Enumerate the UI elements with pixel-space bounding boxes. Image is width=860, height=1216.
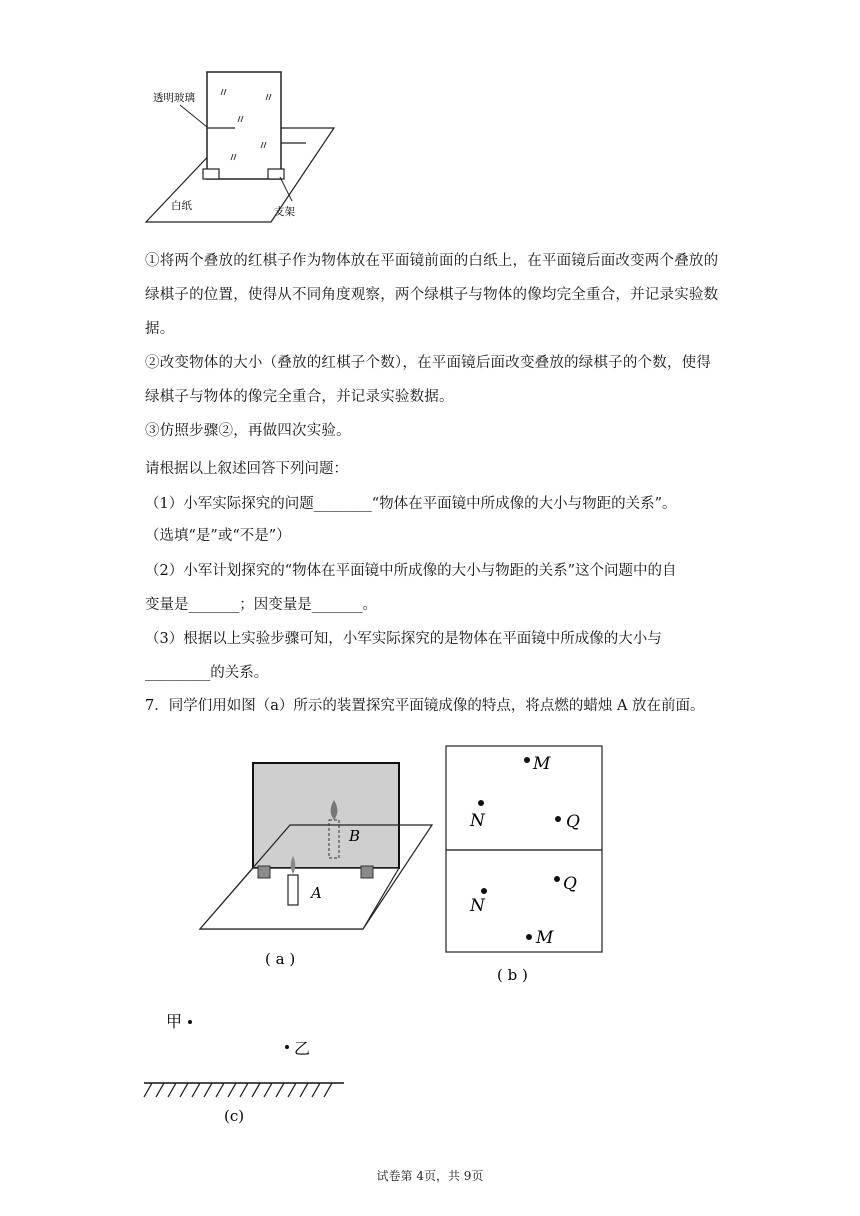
q1-line2: （选填“是”或“不是”） — [145, 528, 291, 544]
top-m: M — [533, 754, 551, 774]
question-7: 7．同学们用如图（a）所示的装置探究平面镜成像的特点，将点燃的蜡烛 A 放在前面。 — [145, 698, 705, 714]
step-3: ③仿照步骤②，再做四次实验。 — [145, 423, 351, 439]
figure-c — [140, 1005, 355, 1130]
label-a-candle: A — [311, 884, 322, 902]
top-q: Q — [566, 812, 580, 832]
caption-a: ( a ) — [265, 950, 296, 968]
label-b-candle: B — [349, 827, 361, 845]
q1-line1: （1）小军实际探究的问题________“物体在平面镜中所成像的大小与物距的关系”。 — [145, 496, 677, 512]
step-1: ①将两个叠放的红棋子作为物体放在平面镜前面的白纸上，在平面镜后面改变两个叠放的绿棋子的位置，使得从不同角度观察，两个绿棋子与物体的像均完全重合，并记录实验数据。 — [145, 253, 719, 337]
bottom-q: Q — [563, 874, 577, 894]
q3-line1: （3）根据以上实验步骤可知，小军实际探究的是物体在平面镜中所成像的大小与 — [145, 631, 662, 647]
caption-b: ( b ) — [497, 966, 528, 984]
q3-line2: _________的关系。 — [145, 665, 269, 681]
figure-a — [195, 755, 440, 975]
label-stand: 支架 — [274, 206, 295, 218]
figure-b — [440, 742, 610, 987]
label-glass: 透明玻璃 — [153, 92, 195, 104]
prompt: 请根据以上叙述回答下列问题： — [145, 461, 348, 477]
page-footer: 试卷第 4页，共 9页 — [376, 1169, 484, 1183]
bottom-m: M — [536, 928, 554, 948]
label-yi: 乙 — [294, 1039, 311, 1058]
glass-plate-figure — [140, 65, 370, 230]
top-n: N — [470, 811, 485, 831]
caption-c: (c) — [224, 1107, 245, 1125]
q2-line1: （2）小军计划探究的“物体在平面镜中所成像的大小与物距的关系”这个问题中的自 — [145, 563, 677, 579]
bottom-n: N — [470, 896, 485, 916]
label-jia: 甲 — [166, 1012, 183, 1031]
q2-line2: 变量是_______；因变量是_______。 — [145, 597, 377, 613]
step-2: ②改变物体的大小（叠放的红棋子个数），在平面镜后面改变叠放的绿棋子的个数，使得绿棋子与物体的像完全重合，并记录实验数据。 — [145, 355, 712, 405]
label-paper: 白纸 — [171, 200, 192, 212]
